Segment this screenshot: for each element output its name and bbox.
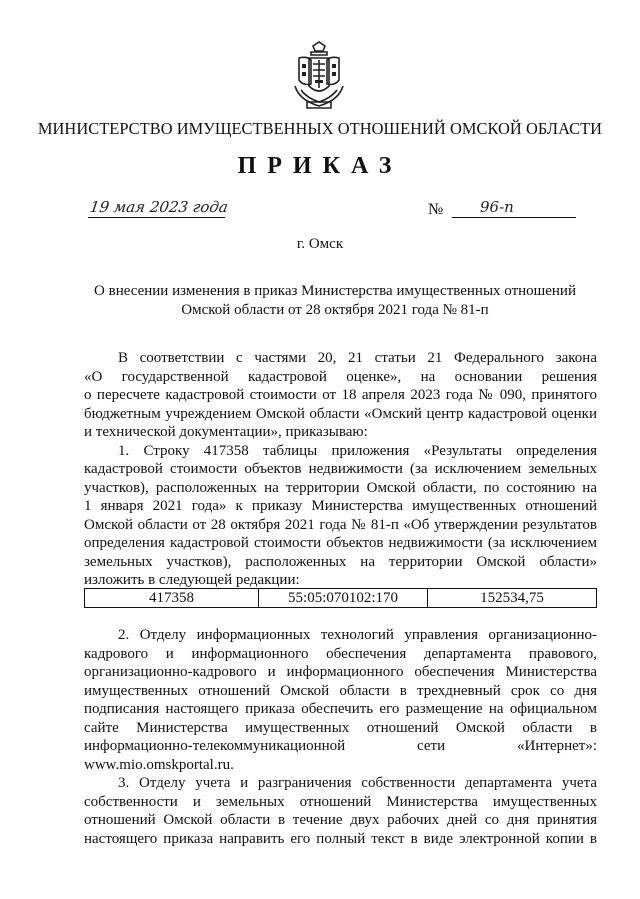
items-2-and-3 (84, 626, 597, 848)
order-number: 96-п (480, 198, 514, 216)
text-line: Омской области от 28 октября 2021 года № 81-п «Об утверждении результатов (84, 516, 597, 533)
text-line: организационно-кадрового и информационного обеспечения Министерства (84, 664, 597, 680)
preamble-and-item-1 (84, 349, 597, 590)
text-line: и технической документации», приказываю: (84, 424, 368, 440)
subject-line: О внесении изменения в приказ Министерства имущественных отношений (94, 283, 576, 299)
number-sign: № (428, 201, 444, 218)
text-line: участков), расположенных на территории Омской области, по состоянию на (84, 479, 597, 496)
text-line: www.mio.omskportal.ru. (84, 756, 234, 773)
document-type-title: ПРИКАЗ (237, 153, 403, 179)
text-line: 1. Строку 417358 таблицы приложения «Результаты определения (118, 442, 597, 459)
text-line: настоящего приказа направить его полный текст в виде электронной копии в (84, 830, 597, 847)
text-line: определения кадастровой стоимости объектов недвижимости (за исключением (84, 535, 597, 551)
text-line: В соответствии с частями 20, 21 статьи 21 Федерального закона (118, 350, 597, 366)
table-cell-id: 417358 (85, 589, 259, 608)
text-line: «О государственной кадастровой оценке», на основании решения (84, 368, 597, 385)
order-date: 19 мая 2023 года (88, 198, 230, 216)
text-line: бюджетным учреждением Омской области «Омский центр кадастровой оценки (84, 405, 597, 422)
table-row (85, 589, 597, 608)
text-line: 3. Отделу учета и разграничения собственности департамента учета (118, 775, 597, 791)
text-line: земельных участков), расположенных на территории Омской области» (84, 553, 597, 570)
text-line: кадастровой стоимости объектов недвижимости (за исключением земельных (84, 461, 597, 477)
text-line: изложить в следующей редакции: (84, 572, 300, 588)
order-subject (90, 282, 580, 319)
text-line: 1 января 2021 года» к приказу Министерства имущественных отношений (84, 498, 597, 514)
text-line: подписания настоящего приказа обеспечить его размещение на официальном (84, 701, 597, 717)
number-underline (452, 217, 576, 218)
city: г. Омск (296, 236, 344, 252)
table-cell-cadastral-number: 55:05:070102:170 (259, 589, 428, 608)
text-line: имущественных отношений Омской области в трехдневный срок со дня (84, 682, 597, 699)
text-line: о пересчете кадастровой стоимости от 18 апреля 2023 года № 090, принятого (84, 387, 597, 403)
text-line: информационно-телекоммуникационной сети «Интернет»: (84, 738, 597, 754)
subject-line: Омской области от 28 октября 2021 года № 81-п (181, 301, 489, 318)
cadastral-value-table (84, 588, 597, 608)
coat-of-arms-icon (289, 40, 349, 112)
text-line: кадрового и информационного обеспечения департамента правового, (84, 645, 597, 662)
text-line: сайте Министерства имущественных отношений Омской области в (84, 719, 597, 736)
text-line: 2. Отделу информационных технологий управления организационно- (118, 627, 597, 643)
table-cell-value: 152534,75 (428, 589, 597, 608)
text-line: собственности и земельных отношений Министерства имущественных (84, 793, 597, 810)
date-underline (88, 217, 225, 218)
text-line: отношений Омской области в течение двух рабочих дней со дня принятия (84, 812, 597, 828)
ministry-name: МИНИСТЕРСТВО ИМУЩЕСТВЕННЫХ ОТНОШЕНИЙ ОМСКОЙ ОБЛАСТИ (37, 119, 603, 138)
